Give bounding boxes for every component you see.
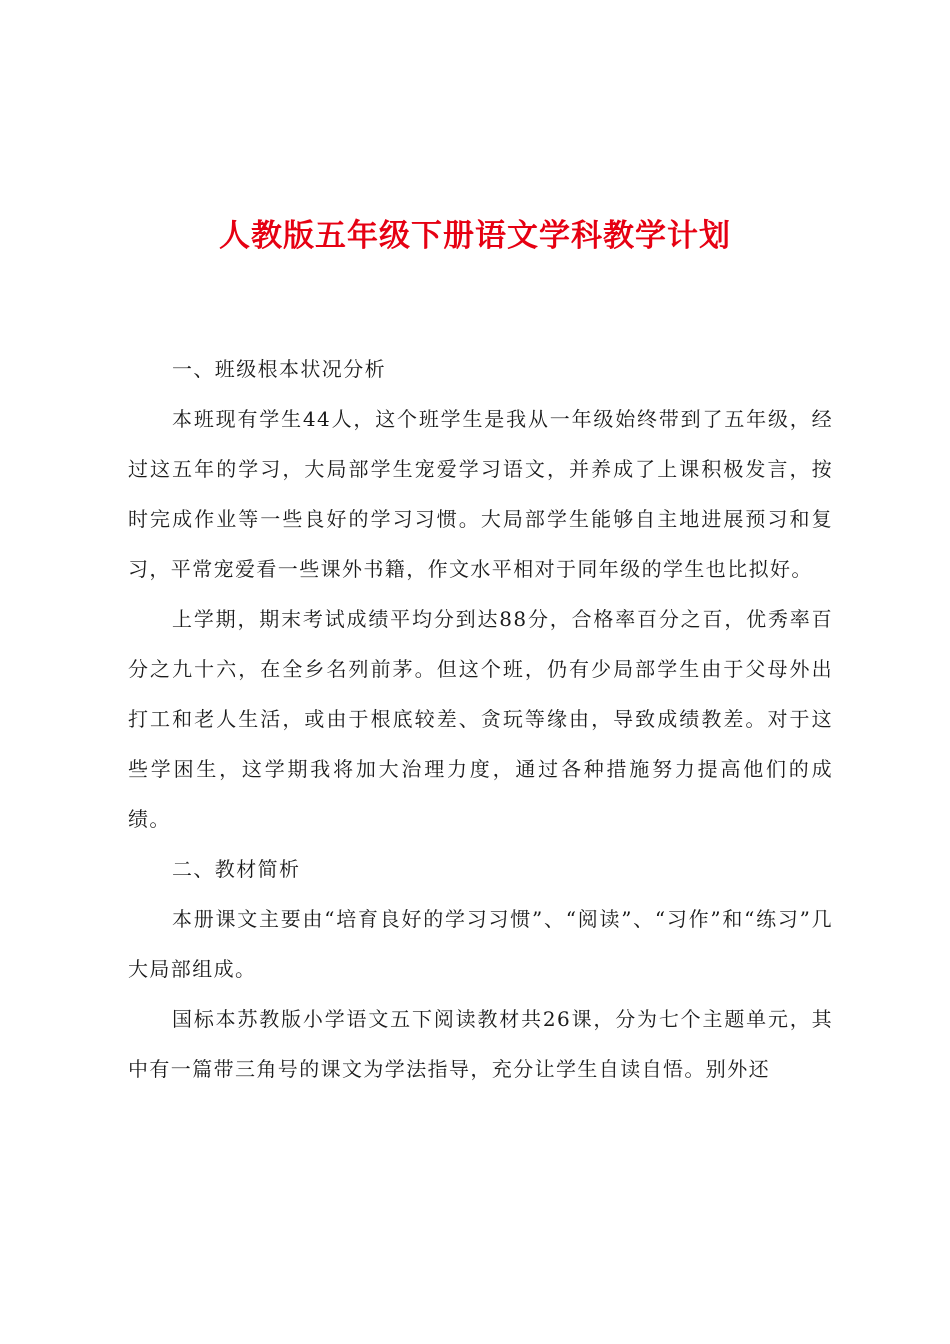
section-heading-textbook-analysis: 二、教材简析 xyxy=(172,857,301,881)
paragraph-reading-units: 国标本苏教版小学语文五下阅读教材共26课，分为七个主题单元，其中有一篇带三角号的课文为学法指导，充分让学生自读自悟。别外还 xyxy=(128,1007,833,1081)
paragraph-class-overview: 本班现有学生44人，这个班学生是我从一年级始终带到了五年级，经过这五年的学习，大局部学生宠爱学习语文，并养成了上课积极发言，按时完成作业等一些良好的学习习惯。大局部学生能够自主地进展预习和复习，平常宠爱看一些课外书籍，作文水平相对于同年级的学生也比拟好。 xyxy=(128,407,833,581)
section-heading-class-analysis: 一、班级根本状况分析 xyxy=(172,357,386,381)
paragraph-textbook-composition: 本册课文主要由“培育良好的学习习惯”、“阅读”、“习作”和“练习”几大局部组成。 xyxy=(128,907,833,981)
paragraph-last-term-results: 上学期，期末考试成绩平均分到达88分，合格率百分之百，优秀率百分之九十六，在全乡名列前茅。但这个班，仍有少局部学生由于父母外出打工和老人生活，或由于根底较差、贪玩等缘由，导致成绩教差。对于这些学困生，这学期我将加大治理力度，通过各种措施努力提高他们的成绩。 xyxy=(128,607,833,831)
document-title: 人教版五年级下册语文学科教学计划 xyxy=(219,218,731,254)
document-body xyxy=(128,344,833,1094)
